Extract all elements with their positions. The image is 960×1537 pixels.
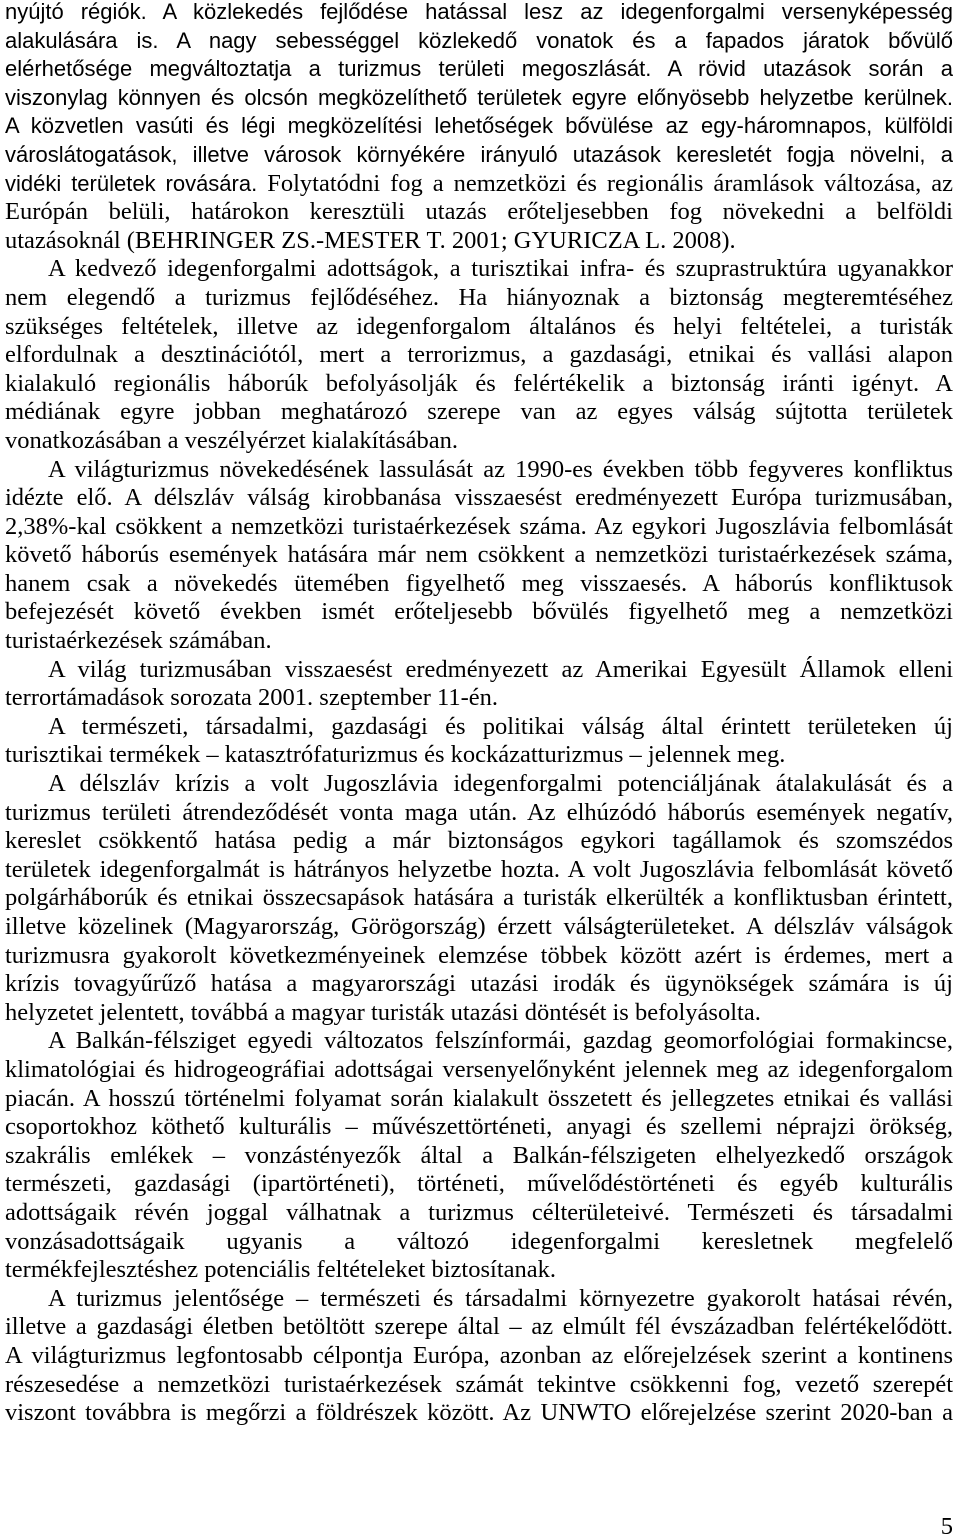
text-line: befejezését követő években ismét erőteljesebb bővülés figyelhető meg a nemzetközi xyxy=(5,598,953,626)
paragraph xyxy=(5,456,953,656)
text-line: A Balkán-félsziget egyedi változatos felszínformái, gazdag geomorfológiai formakincse, xyxy=(48,1027,953,1055)
text-line: Európán belüli, határokon keresztüli utazás erőteljesebben fog növekedni a belföldi xyxy=(5,198,953,226)
text-line xyxy=(5,170,953,199)
text-line: vonatkozásában a veszélyérzet kialakításában. xyxy=(5,426,459,454)
text-line: szükséges feltételek, illetve az idegenforgalom általános és helyi feltételei, a turisták xyxy=(5,312,953,340)
text-line: elfordulnak a desztinációtól, mert a terrorizmus, a gazdasági, etnikai és vallási alapon xyxy=(5,341,953,369)
text-line: területek idegenforgalmát is hátrányos helyzetbe hozta. A volt Jugoszlávia felbomlását követő xyxy=(5,855,953,883)
paragraph xyxy=(5,0,953,255)
text-line: A turizmus jelentősége – természeti és társadalmi környezetre gyakorolt hatásai révén, xyxy=(48,1284,953,1312)
text-line: hanem csak a növekedés ütemében figyelhető meg visszaesés. A háborús konfliktusok xyxy=(5,569,953,597)
text-line: piacán. A hosszú történelmi folyamat során kialakult összetett és jellegzetes etnikai és vallási xyxy=(5,1084,953,1112)
text-line: A délszláv krízis a volt Jugoszlávia idegenforgalmi potenciáljának átalakulását és a xyxy=(48,770,953,798)
text-line: szakrális emlékek – vonzástényezők által a Balkán-félszigeten elhelyezkedő országok xyxy=(5,1141,953,1169)
text-line: krízis tovagyűrűző hatása a magyarországi utazási irodák és ügynökségek számára is új xyxy=(5,970,953,998)
text-line: nyújtó régiók. A közlekedés fejlődése hatással lesz az idegenforgalmi versenyképesség xyxy=(5,0,953,24)
text-line: turizmus területi átrendeződését vonta maga után. Az elhúzódó háborús események negatív, xyxy=(5,798,953,826)
paragraph xyxy=(5,1027,953,1284)
page-number: 5 xyxy=(940,1513,953,1537)
text-line: A világturizmus növekedésének lassulását az 1990-es években több fegyveres konfliktus xyxy=(48,455,953,483)
text-line: viszont továbbra is megőrzi a földrészek között. Az UNWTO előrejelzése szerint 2020-ban a xyxy=(5,1399,953,1427)
paragraph xyxy=(5,1285,953,1428)
text-line: A természeti, társadalmi, gazdasági és politikai válság által érintett területeken új xyxy=(48,712,953,740)
text-line: természeti, gazdasági (ipartörténeti), történeti, művelődéstörténeti és egyéb kulturális xyxy=(5,1170,953,1198)
text-line: A világturizmus legfontosabb célpontja Európa, azonban az előrejelzések szerint a kontinens xyxy=(5,1341,953,1369)
body-text xyxy=(5,0,953,1428)
text-line: termékfejlesztéshez potenciális feltételeket biztosítanak. xyxy=(5,1256,556,1284)
text-line: klimatológiai és hidrogeográfiai adottságai versenyelőnyként jelennek meg az idegenforgalom xyxy=(5,1055,953,1083)
text-line: részesedése a nemzetközi turistaérkezések számát tekintve csökkenni fog, vezető szerepét xyxy=(5,1370,953,1398)
text-line: A világ turizmusában visszaesést eredményezett az Amerikai Egyesült Államok elleni xyxy=(48,655,953,683)
text-line: terrortámadások sorozata 2001. szeptember 11-én. xyxy=(5,684,498,712)
text-line: polgárháborúk és etnikai összecsapások hatására a turisták elkerülték a konfliktusban érintett, xyxy=(5,884,953,912)
text-run: Folytatódni fog a nemzetközi és regionális áramlások változása, az xyxy=(267,169,953,197)
text-line: illetve a gazdasági életben betöltött szerepe által – az elmúlt fél évszázadban felértékelődött. xyxy=(5,1313,953,1341)
text-line: A közvetlen vasúti és légi megközelítési lehetőségek bővülése az egy-háromnapos, külföldi xyxy=(5,113,953,139)
text-line: turisztikai termékek – katasztrófaturizmus és kockázatturizmus – jelennek meg. xyxy=(5,741,786,769)
text-line: követő háborús események hatására már nem csökkent a nemzetközi turistaérkezések száma, xyxy=(5,541,953,569)
text-line: adottságaik révén joggal válhatnak a turizmus célterületeivé. Természeti és társadalmi xyxy=(5,1198,953,1226)
text-line: turizmusra gyakorolt következményeinek elemzése többek között azért is érdemes, mert a xyxy=(5,941,953,969)
paragraph xyxy=(5,656,953,713)
text-line: nem elegendő a turizmus fejlődéséhez. Ha hiányoznak a biztonság megteremtéséhez xyxy=(5,283,953,311)
text-line: helyzetet jelentett, továbbá a magyar turisták utazási döntését is befolyásolta. xyxy=(5,998,761,1026)
paragraph xyxy=(5,255,953,455)
text-line: médiának egyre jobban meghatározó szerepe van az egyes válság sújtotta területek xyxy=(5,398,953,426)
text-line: csoportokhoz köthető kulturális – művészettörténeti, anyagi és szellemi néprajzi örökség, xyxy=(5,1113,953,1141)
paragraph xyxy=(5,770,953,1027)
text-line: alakulására is. A nagy sebességgel közlekedő vonatok és a fapados járatok bővülő xyxy=(5,27,953,53)
text-line: idézte elő. A délszláv válság kirobbanása visszaesést eredményezett Európa turizmusában, xyxy=(5,484,953,512)
text-line: kialakuló regionális háborúk befolyásolják és felértékelik a biztonság iránti igényt. A xyxy=(5,369,953,397)
text-line: turistaérkezések számában. xyxy=(5,627,272,655)
text-line: 2,38%-kal csökkent a nemzetközi turistaérkezések száma. Az egykori Jugoszlávia felbomlását xyxy=(5,512,953,540)
text-line: elérhetősége megváltoztatja a turizmus területi megoszlását. A rövid utazások során a xyxy=(5,56,953,82)
paragraph xyxy=(5,713,953,770)
text-line: utazásoknál (BEHRINGER ZS.-MESTER T. 2001; GYURICZA L. 2008). xyxy=(5,226,736,254)
text-run: vidéki területek rovására. xyxy=(5,170,258,196)
text-line: viszonylag könnyen és olcsón megközelíthető területek egyre előnyösebb helyzetbe kerülnek. xyxy=(5,84,953,110)
text-line: illetve közelinek (Magyarország, Görögország) érzett válságterületeket. A délszláv válságok xyxy=(5,913,953,940)
text-line: A kedvező idegenforgalmi adottságok, a turisztikai infra- és szuprastruktúra ugyanakkor xyxy=(48,255,953,283)
text-line: kereslet csökkentő hatása pedig a már biztonságos egykori tagállamok és szomszédos xyxy=(5,827,953,855)
text-line: városlátogatások, illetve városok környékére irányuló utazások keresletét fogja növelni, a xyxy=(5,141,953,167)
text-line: vonzásadottságaik ugyanis a változó idegenforgalmi keresletnek megfelelő xyxy=(5,1227,953,1255)
